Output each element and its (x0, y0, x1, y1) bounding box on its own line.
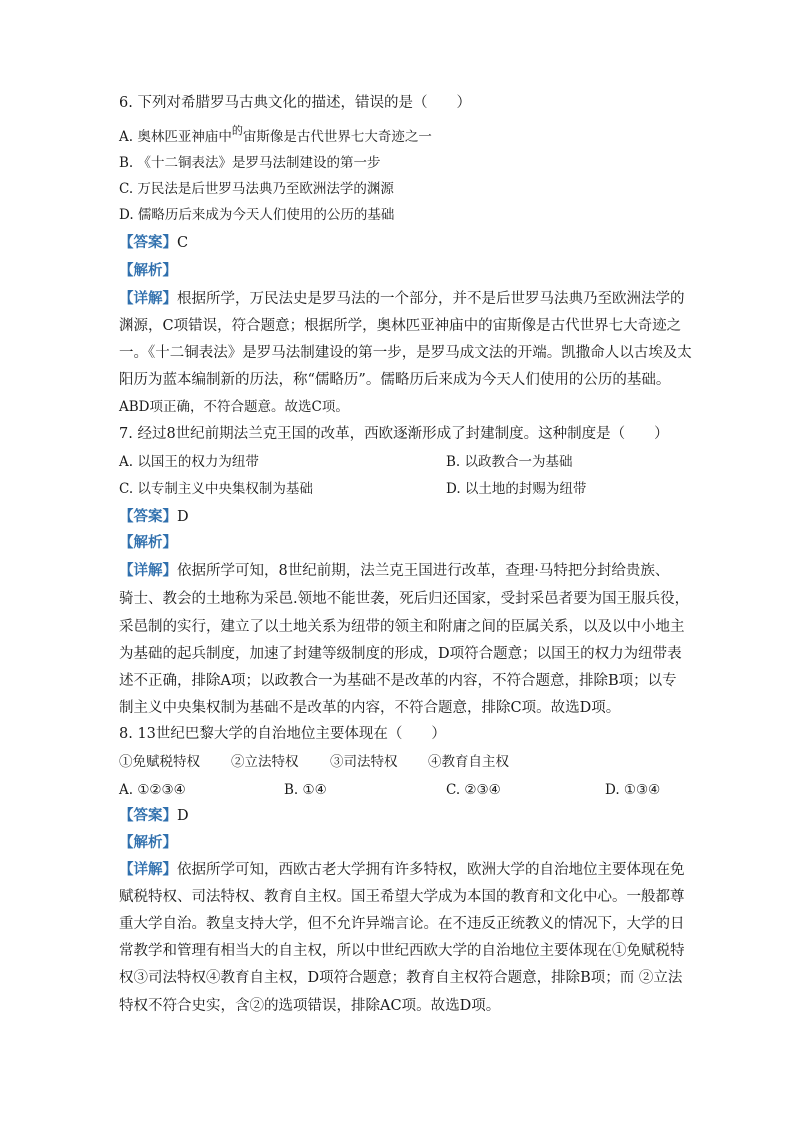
question-8-detail-line-1 (119, 860, 685, 880)
question-7-answer (119, 507, 189, 527)
question-6-stem: 6. 下列对希腊罗马古典文化的描述，错误的是（ ） (119, 95, 471, 111)
question-8-stem: 8. 13世纪巴黎大学的自治地位主要体现在（ ） (119, 726, 446, 742)
question-8-detail-line-2: 赋税特权、司法特权、教育自主权。国王希望大学成为本国的教育和文化中心。一般都尊 (119, 889, 685, 905)
question-7-detail-line-1 (119, 561, 669, 581)
question-7-detail-line-4: 为基础的起兵制度，加速了封建等级制度的形成，D项符合题意；以国王的权力为纽带表 (119, 646, 682, 662)
question-7-detail-line-5: 述不正确，排除A项；以政教合一为基础不是改革的内容，不符合题意，排除B项；以专 (119, 673, 677, 689)
option-a-text-2: 宙斯像是古代世界七大奇迹之一 (242, 129, 432, 145)
question-6-analysis-tag (119, 261, 177, 281)
answer-tag: 【答案】 (119, 234, 177, 251)
detail-tag: 【详解】 (119, 861, 177, 878)
question-7-detail-line-6: 制主义中央集权制为基础不是改革的内容，不符合题意，排除C项。故选D项。 (119, 700, 621, 716)
detail-tag: 【详解】 (119, 290, 177, 307)
question-6-option-a (119, 124, 432, 148)
question-7-option-c: C. 以专制主义中央集权制为基础 (119, 481, 313, 497)
question-6-detail-line-1 (119, 289, 685, 309)
detail-text: 依据所学可知，8世纪前期，法兰克王国进行改革，查理·马特把分封给贵族、 (177, 563, 670, 579)
question-7-option-b: B. 以政教合一为基础 (446, 454, 573, 470)
question-7-option-d: D. 以土地的封赐为纽带 (446, 481, 587, 497)
answer-tag: 【答案】 (119, 807, 177, 824)
question-8-detail-line-3: 重大学自治。教皇支持大学，但不允许异端言论。在不违反正统教义的情况下，大学的日 (119, 916, 685, 932)
detail-text: 根据所学，万民法史是罗马法的一个部分，并不是后世罗马法典乃至欧洲法学的 (177, 291, 685, 307)
question-6-detail-line-5: ABD项正确，不符合题意。故选C项。 (119, 399, 349, 415)
analysis-tag: 【解析】 (119, 834, 177, 851)
answer-value: D (177, 509, 189, 525)
question-8-option-d: D. ①③④ (605, 782, 661, 798)
analysis-tag: 【解析】 (119, 262, 177, 279)
question-6-detail-line-4: 阳历为蓝本编制新的历法，称“儒略历”。儒略历后来成为今天人们使用的公历的基础。 (119, 372, 671, 388)
question-7-stem: 7. 经过8世纪前期法兰克王国的改革，西欧逐渐形成了封建制度。这种制度是（ ） (119, 426, 669, 442)
detail-text: 依据所学可知，西欧古老大学拥有许多特权，欧洲大学的自治地位主要体现在免 (177, 862, 685, 878)
question-8-item-1: ①免赋税特权 (119, 754, 200, 770)
question-8-answer (119, 806, 189, 826)
question-6-detail-line-3: 一。《十二铜表法》是罗马法制建设的第一步，是罗马成文法的开端。凯撒命人以古埃及太 (119, 345, 692, 361)
question-6-option-b: B. 《十二铜表法》是罗马法制建设的第一步 (119, 155, 381, 171)
question-8-detail-line-4: 常教学和管理有相当大的自主权，所以中世纪西欧大学的自治地位主要体现在①免赋税特 (119, 943, 685, 959)
question-8-item-2: ②立法特权 (231, 754, 299, 770)
question-6-answer (119, 233, 188, 253)
option-a-text-1: A. 奥林匹亚神庙中 (119, 129, 232, 145)
question-8-item-4: ④教育自主权 (428, 754, 509, 770)
question-6-option-d: D. 儒略历后来成为今天人们使用的公历的基础 (119, 207, 395, 223)
question-7-detail-line-3: 采邑制的实行，建立了以土地关系为纽带的领主和附庸之间的臣属关系，以及以中小地主 (119, 619, 685, 635)
question-8-option-c: C. ②③④ (446, 782, 501, 798)
answer-tag: 【答案】 (119, 508, 177, 525)
question-7-option-a: A. 以国王的权力为纽带 (119, 454, 259, 470)
question-7-detail-line-2: 骑士、教会的土地称为采邑.领地不能世袭，死后归还国家，受封采邑者要为国王服兵役， (119, 591, 690, 607)
question-7-analysis-tag (119, 533, 177, 553)
answer-value: D (177, 808, 189, 824)
detail-tag: 【详解】 (119, 562, 177, 579)
question-8-detail-line-5: 权③司法特权④教育自主权，D项符合题意；教育自主权符合题意，排除B项；而 ②立法 (119, 970, 683, 986)
question-8-detail-line-6: 特权不符合史实，含②的选项错误，排除AC项。故选D项。 (119, 998, 501, 1014)
answer-value: C (177, 235, 189, 251)
question-8-item-3: ③司法特权 (330, 754, 398, 770)
analysis-tag: 【解析】 (119, 534, 177, 551)
question-8-option-b: B. ①④ (284, 782, 327, 798)
question-6-option-c: C. 万民法是后世罗马法典乃至欧洲法学的渊源 (119, 181, 394, 197)
question-8-option-a: A. ①②③④ (119, 782, 186, 798)
option-a-superscript: 的 (231, 124, 243, 137)
question-6-detail-line-2: 渊源，C项错误，符合题意；根据所学，奥林匹亚神庙中的宙斯像是古代世界七大奇迹之 (119, 318, 682, 334)
question-8-analysis-tag (119, 833, 177, 853)
